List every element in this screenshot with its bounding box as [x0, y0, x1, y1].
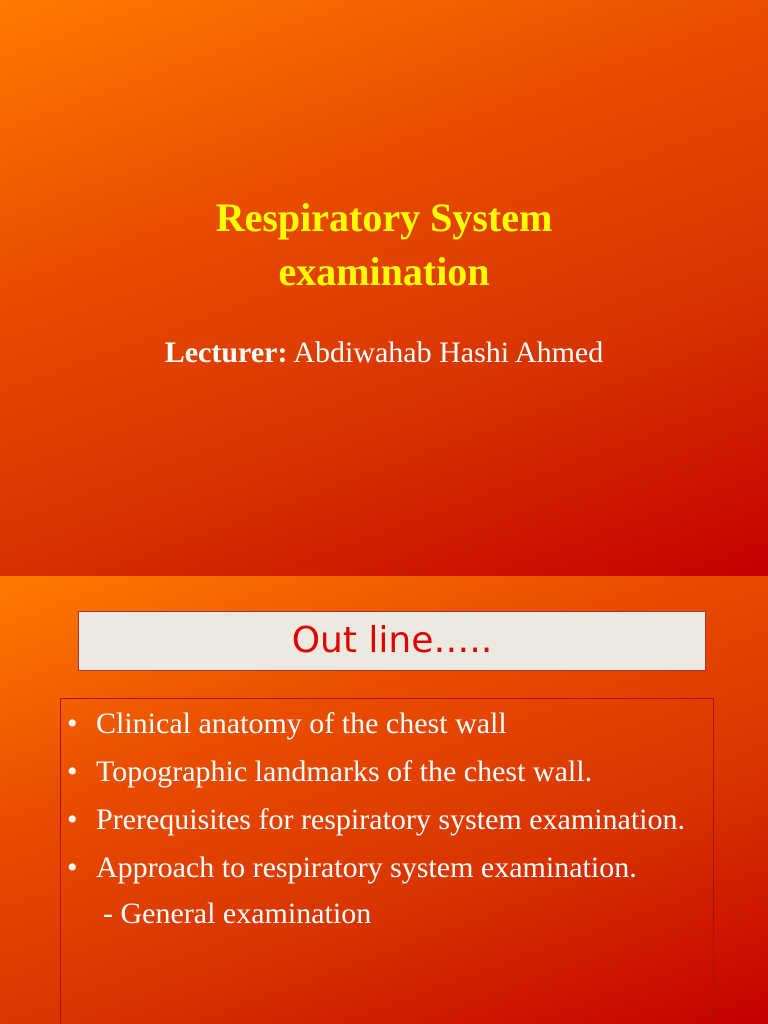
slide-title-line-1: Respiratory System: [215, 195, 553, 240]
list-item: [61, 751, 713, 793]
bullet-icon: •: [67, 803, 78, 836]
list-item-text: Clinical anatomy of the chest wall: [96, 707, 507, 740]
list-item-text: Prerequisites for respiratory system examination.: [96, 803, 686, 836]
bullet-icon: •: [67, 755, 78, 788]
slide-title-line-2: examination: [278, 249, 490, 294]
outline-list: [61, 703, 713, 889]
outline-list-box: [60, 698, 714, 1024]
lecturer-line: [0, 333, 768, 373]
lecturer-name: Abdiwahab Hashi Ahmed: [287, 336, 604, 369]
outline-slide: [0, 576, 768, 1024]
list-item-text: Topographic landmarks of the chest wall.: [96, 755, 593, 788]
slide-title: [0, 191, 768, 299]
list-item: [61, 799, 713, 841]
list-item-text: Approach to respiratory system examination.: [96, 851, 637, 884]
lecturer-label: Lecturer:: [164, 336, 288, 369]
bullet-icon: •: [67, 851, 78, 884]
sub-list-item: - General examination: [103, 897, 372, 930]
bullet-icon: •: [67, 707, 78, 740]
list-item: [61, 847, 713, 889]
list-item: [61, 703, 713, 745]
outline-heading: Out line…..: [78, 611, 706, 671]
